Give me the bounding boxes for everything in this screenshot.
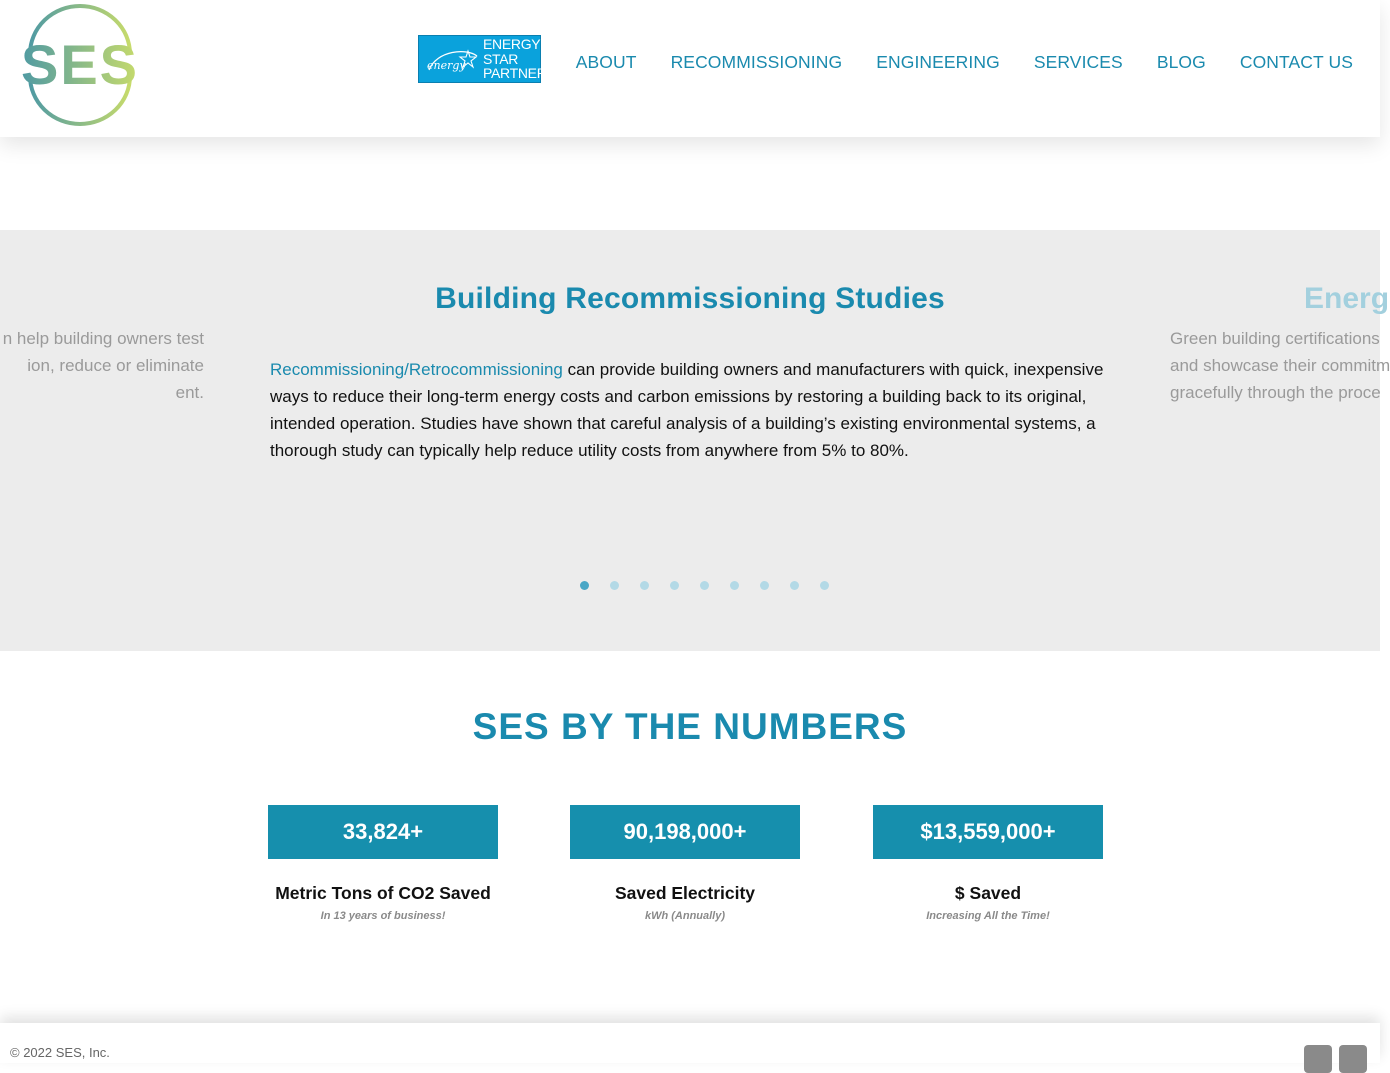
slide-body: Recommissioning/Retrocommissioning can provide building owners and manufacturers with quick, inexpensive ways to reduce their long-term energy costs and carbon emissions by restoring a building back to its original, intended operation. Studies have shown that careful analysis of a building’s existing environmental systems, a thorough study can typically help reduce utility costs from anywhere from 5% to 80%. (270, 360, 1104, 460)
recommissioning-link[interactable]: Recommissioning/Retrocommissioning (270, 360, 563, 379)
slide-title: Building Recommissioning Studies (435, 282, 945, 315)
stat-electricity (570, 805, 800, 922)
carousel-dot[interactable] (820, 581, 829, 590)
stat-label: Metric Tons of CO2 Saved (275, 883, 491, 903)
stat-co2 (268, 805, 498, 922)
carousel-dot[interactable] (790, 581, 799, 590)
linkedin-icon[interactable] (1339, 1045, 1367, 1073)
stat-dollars (873, 805, 1103, 922)
svg-text:SES: SES (20, 33, 140, 96)
carousel-dot[interactable] (640, 581, 649, 590)
previous-slide-text[interactable]: n help building owners test ion, reduce or eliminate ent. (2, 329, 204, 402)
stat-label: $ Saved (954, 883, 1022, 903)
next-slide-text[interactable]: Green building certifications and showcase their commitm gracefully through the proce (1170, 329, 1390, 402)
nav-about[interactable]: ABOUT (575, 52, 637, 72)
nav-engineering[interactable]: ENGINEERING (876, 52, 1000, 72)
nav-contact-us[interactable]: CONTACT US (1239, 52, 1353, 72)
services-carousel[interactable] (0, 230, 1390, 651)
stat-label: Saved Electricity (614, 883, 756, 903)
stat-subtitle: Increasing All the Time! (926, 910, 1050, 922)
carousel-dot[interactable] (700, 581, 709, 590)
energy-star-icon (423, 46, 481, 76)
site-footer (0, 1023, 1380, 1063)
ses-logo[interactable] (12, 14, 148, 116)
facebook-icon[interactable] (1304, 1045, 1332, 1073)
stat-value: $13,559,000+ (873, 805, 1103, 859)
carousel-dot[interactable] (670, 581, 679, 590)
nav-services[interactable]: SERVICES (1033, 52, 1123, 72)
carousel-dot[interactable] (730, 581, 739, 590)
next-slide-title[interactable]: Energ (1304, 282, 1390, 315)
carousel-dot[interactable] (610, 581, 619, 590)
svg-text:energy: energy (427, 59, 466, 72)
stat-value: 33,824+ (268, 805, 498, 859)
ses-logo-icon (12, 14, 148, 116)
carousel-dot[interactable] (580, 581, 589, 590)
nav-blog[interactable]: BLOG (1156, 52, 1206, 72)
energy-star-partner-badge[interactable] (418, 35, 547, 83)
copyright-text: © 2022 SES, Inc. (10, 1045, 110, 1060)
stat-subtitle: kWh (Annually) (644, 910, 726, 922)
numbers-heading: SES BY THE NUMBERS (472, 706, 908, 747)
energy-star-text: ENERGY STAR PARTNER (483, 36, 547, 81)
main-nav (576, 52, 1353, 73)
stat-subtitle: In 13 years of business! (320, 910, 446, 922)
carousel-dot[interactable] (760, 581, 769, 590)
active-slide (270, 282, 1110, 464)
site-header (0, 0, 1380, 137)
stat-value: 90,198,000+ (570, 805, 800, 859)
carousel-pagination (580, 581, 829, 590)
nav-recommissioning[interactable]: RECOMMISSIONING (670, 52, 843, 72)
